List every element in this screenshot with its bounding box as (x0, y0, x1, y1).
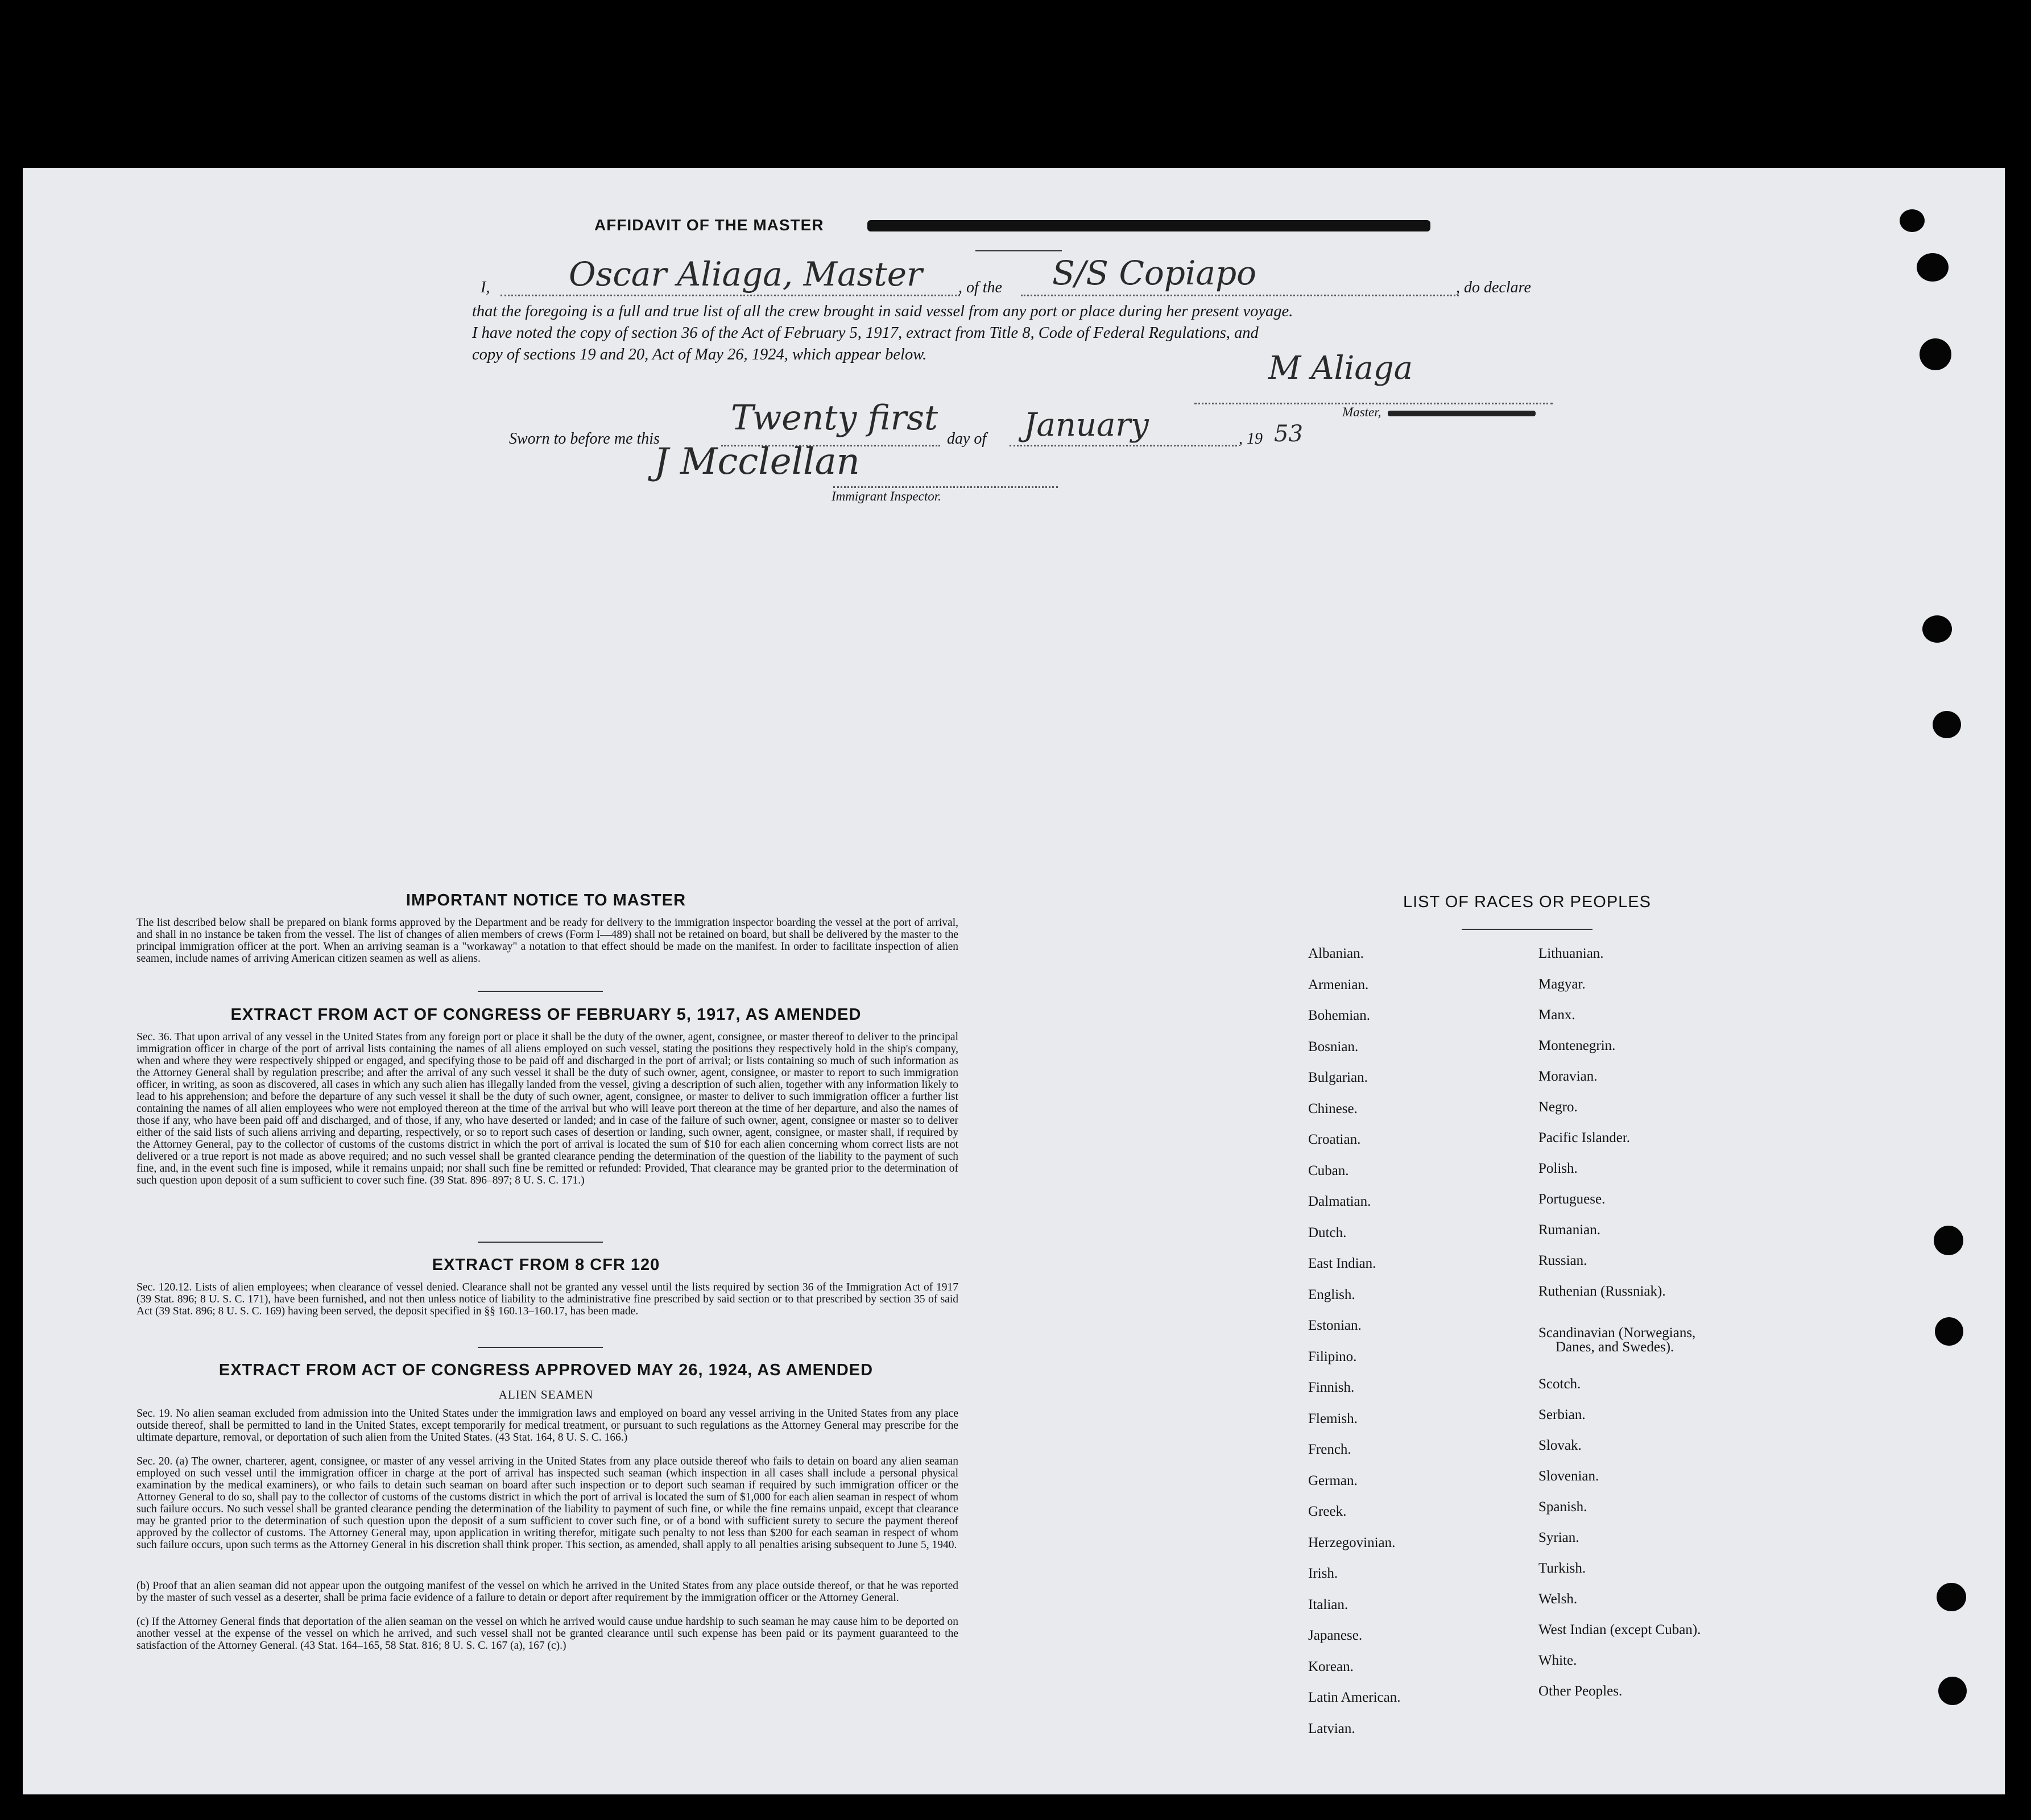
race-item: Other Peoples. (1538, 1684, 1623, 1699)
extract-1924-title: EXTRACT FROM ACT OF CONGRESS APPROVED MAY 26, 1924, AS AMENDED (218, 1361, 874, 1379)
race-item: Latin American. (1308, 1690, 1401, 1705)
punch-hole (1900, 209, 1925, 232)
sworn-text: Sworn to before me this (509, 430, 660, 448)
race-item: Montenegrin. (1538, 1038, 1616, 1053)
notice-title: IMPORTANT NOTICE TO MASTER (406, 891, 686, 909)
punch-hole (1938, 1677, 1967, 1705)
of-the-text: , of the (958, 279, 1002, 296)
day-of-text: day of (947, 430, 987, 448)
race-item: Ruthenian (Russniak). (1538, 1284, 1666, 1299)
year-prefix: , 19 (1239, 430, 1263, 448)
race-item: Cuban. (1308, 1163, 1349, 1178)
race-item: Albanian. (1308, 946, 1364, 961)
race-item: Russian. (1538, 1253, 1587, 1268)
race-item: Rumanian. (1538, 1222, 1601, 1238)
race-item: Slovak. (1538, 1438, 1582, 1453)
race-item: Chinese. (1308, 1101, 1358, 1116)
do-declare-text: , do declare (1456, 279, 1531, 296)
master-label-redaction (1388, 411, 1536, 416)
race-item: Japanese. (1308, 1628, 1363, 1643)
punch-hole (1935, 1317, 1963, 1346)
punch-hole (1933, 711, 1961, 738)
race-item: Danes, and Swedes). (1556, 1339, 1674, 1355)
punch-hole (1934, 1226, 1963, 1255)
sworn-day-field: Twenty first (731, 398, 938, 438)
race-item: Portuguese. (1538, 1192, 1606, 1207)
punch-hole (1917, 253, 1949, 282)
affidavit-line-4: copy of sections 19 and 20, Act of May 26, 1924, which appear below. (472, 346, 927, 363)
sworn-month-field: January (1024, 407, 1149, 444)
master-signature-line (1194, 403, 1553, 404)
affidavit-line-2: that the foregoing is a full and true list of all the crew brought in said vessel from any port or place during her present voyage. (472, 303, 1293, 320)
race-item: Bohemian. (1308, 1008, 1371, 1023)
race-item: Welsh. (1538, 1591, 1578, 1607)
race-item: Moravian. (1538, 1069, 1598, 1084)
race-item: Finnish. (1308, 1380, 1355, 1395)
extract-1924-sec20b: (b) Proof that an alien seaman did not appear upon the outgoing manifest of the vessel on which he arrived in the United States from any place outside thereof, or that he was reported by the master of such vessel as a deserter, shall be prima facie evidence of a failure to detain or deport after requirement by the immigration officer or the Attorney General. (136, 1580, 958, 1604)
race-item: Dutch. (1308, 1225, 1347, 1240)
extract-1924-sec20a: Sec. 20. (a) The owner, charterer, agent, consignee, or master of any vessel arriving in the United States from any place outside thereof who fails to detain on board any alien seaman employed on such vessel until the immigration officer in charge at the port of arrival has inspected such seaman (which inspection in all cases shall include a personal physical examination by the medical examiners), or who fails to detain such seaman on board after such inspection or to deport such seaman if required by such immigration officer or the Attorney General to do so, shall pay to the collector of customs of the customs district in which the port of arrival is located the sum of $1,000 for each alien seaman in respect of whom such failure occurs. No such vessel shall be granted clearance pending the determination of the liability to payment of such fine, or while the fine remains unpaid, except that clearance may be granted prior to the determination of such question upon the deposit of a sum sufficient to cover such fine, or of a bond with sufficient surety to secure the payment thereof approved by the collector of customs. The Attorney General may, upon application in writing therefor, mitigate such penalty to not less than $200 for each seaman in respect of whom such failure occurs, upon such terms as the Attorney General in his discretion shall think proper. This section, as amended, shall apply to all penalties arising subsequent to June 5, 1940. (136, 1455, 958, 1551)
race-item: Armenian. (1308, 977, 1369, 992)
race-item: Croatian. (1308, 1132, 1361, 1147)
race-item: Negro. (1538, 1099, 1578, 1115)
divider (478, 991, 603, 992)
race-item: Spanish. (1538, 1499, 1587, 1515)
race-item: Turkish. (1538, 1561, 1586, 1576)
race-item: Manx. (1538, 1007, 1575, 1023)
master-signature: M Aliaga (1268, 350, 1413, 387)
race-item: Dalmatian. (1308, 1194, 1371, 1209)
race-item: Herzegovinian. (1308, 1534, 1396, 1550)
races-title: LIST OF RACES OR PEOPLES (1403, 893, 1652, 911)
divider (975, 250, 1062, 251)
race-item: White. (1538, 1653, 1577, 1668)
race-item: Pacific Islander. (1538, 1130, 1631, 1145)
race-item: East Indian. (1308, 1256, 1376, 1271)
extract-1924-sec20c: (c) If the Attorney General finds that deportation of the alien seaman on the vessel on which he arrived would cause undue hardship to such seaman he may cause him to be deported on another vessel at the expense of the vessel on which he arrived, and such vessel shall not be granted clearance until such expense has been paid or its payment guaranteed to the satisfaction of the Attorney General. (43 Stat. 164–165, 58 Stat. 816; 8 U. S. C. 167 (a), 167 (c).) (136, 1616, 958, 1652)
inspector-signature-line (833, 486, 1058, 488)
master-label: Master, (1342, 405, 1381, 419)
race-item: Flemish. (1308, 1410, 1358, 1426)
race-item: Scotch. (1538, 1376, 1581, 1392)
divider (478, 1242, 603, 1243)
race-item: English. (1308, 1287, 1355, 1302)
extract-1924-subtitle: ALIEN SEAMEN (498, 1388, 594, 1401)
punch-hole (1937, 1583, 1966, 1611)
race-item: Estonian. (1308, 1318, 1362, 1333)
affidavit-title: AFFIDAVIT OF THE MASTER (594, 216, 824, 234)
race-item: Serbian. (1538, 1407, 1586, 1422)
punch-hole (1922, 615, 1952, 643)
race-item: West Indian (except Cuban). (1538, 1622, 1701, 1637)
race-item: Italian. (1308, 1596, 1349, 1612)
year-suffix: 53 (1274, 421, 1303, 447)
race-item: Filipino. (1308, 1349, 1357, 1364)
affidavit-line-3: I have noted the copy of section 36 of the Act of February 5, 1917, extract from Title 8, Code of Federal Regulations, and (472, 324, 1259, 342)
race-item: Greek. (1308, 1504, 1347, 1519)
inspector-signature: J Mcclellan (654, 441, 860, 483)
vessel-line (1021, 295, 1459, 296)
race-item: Polish. (1538, 1161, 1578, 1176)
divider (1462, 929, 1592, 930)
divider (478, 1347, 603, 1348)
race-item: Korean. (1308, 1658, 1354, 1674)
race-item: French. (1308, 1442, 1351, 1457)
sworn-month-line (1010, 445, 1237, 446)
race-item: Bosnian. (1308, 1039, 1359, 1054)
race-item: Irish. (1308, 1566, 1338, 1581)
extract-cfr-body: Sec. 120.12. Lists of alien employees; when clearance of vessel denied. Clearance shall not be granted any vessel until the lists required by section 36 of the Immigration Act of 1917 (39 Stat. 896; 8 U. S. C. 171), have been furnished, and not then unless notice of liability to the administrative fine prescribed by said section or to that prescribed by section 35 of said Act (39 Stat. 896; 8 U. S. C. 169) having been served, the deposit specified in §§ 160.13–160.17, has been made. (136, 1281, 958, 1317)
race-item: Scandinavian (Norwegians, (1538, 1325, 1696, 1341)
affidavit-lead: I, (481, 279, 490, 296)
extract-1917-title: EXTRACT FROM ACT OF CONGRESS OF FEBRUARY 5, 1917, AS AMENDED (230, 1006, 862, 1024)
race-item: Bulgarian. (1308, 1070, 1368, 1085)
race-item: Latvian. (1308, 1720, 1355, 1736)
extract-1924-sec19: Sec. 19. No alien seaman excluded from admission into the United States under the immigration laws and employed on board any vessel arriving in the United States from any place outside thereof, shall be permitted to land in the United States, except temporarily for medical treatment, or pursuant to such regulations as the Attorney General may prescribe for the ultimate departure, removal, or deportation of such alien from the United States. (43 Stat. 164, 8 U. S. C. 166.) (136, 1408, 958, 1443)
punch-hole (1920, 338, 1951, 370)
vessel-name-field: S/S Copiapo (1052, 254, 1257, 292)
race-item: Syrian. (1538, 1530, 1579, 1545)
redaction-bar (867, 220, 1430, 231)
race-item: Lithuanian. (1538, 946, 1604, 961)
race-item: Magyar. (1538, 977, 1586, 992)
extract-1917-body: Sec. 36. That upon arrival of any vessel in the United States from any foreign port or place it shall be the duty of the owner, agent, consignee, or master thereof to deliver to the principal immigration officer in charge of the port of arrival lists containing the names of all aliens employed on such vessel, stating the positions they respectively hold in the ship's company, when and where they were respectively shipped or engaged, and specifying those to be paid off and discharged in the port of arrival; or lists containing so much of such information as the Attorney General shall by regulation prescribe; and after the arrival of any such vessel it shall be the duty of such owner, agent, consignee, or master to report to such immigration officer, in writing, as soon as discovered, all cases in which any such alien has illegally landed from the vessel, giving a description of such alien, together with any information likely to lead to his apprehension; and before the departure of any such vessel it shall be the duty of such owner, agent, consignee, or master to deliver to such immigration officer a further list containing the names of all alien employees who were not employed thereon at the time of the arrival but who will leave port thereon at the time of her departure, and also the names of those if any, who have been paid off and discharged, and of those, if any, who have deserted or landed; and in case of the failure of such owner, agent, consignee or master so to deliver either of the said lists of such aliens arriving and departing, respectively, or so to report such cases of desertion or landing, such owner, agent, consignee, or master shall, if required by the Attorney General, pay to the collector of customs of the customs district in which the port of arrival is located the sum of $10 for each alien concerning whom correct lists are not delivered or a true report is not made as above required; and no such vessel shall be granted clearance pending the determination of the question of the liability to the payment of such fine, and, in the event such fine is imposed, while it remains unpaid; nor shall such fine be remitted or refunded: Provided, That clearance may be granted prior to the determination of such question upon deposit of a sum sufficient to cover such fine. (39 Stat. 896–897; 8 U. S. C. 171.) (136, 1031, 958, 1186)
master-name-field: Oscar Aliaga, Master (569, 255, 923, 293)
race-item: German. (1308, 1472, 1358, 1488)
race-item: Slovenian. (1538, 1469, 1599, 1484)
master-name-line (500, 295, 960, 296)
inspector-label: Immigrant Inspector. (832, 489, 941, 503)
notice-body: The list described below shall be prepared on blank forms approved by the Department and be ready for delivery to the immigration inspector boarding the vessel at the port of arrival, and shall in no instance be taken from the vessel. The list of changes of alien members of crews (Form I—489) shall not be retained on board, but shall be delivered by the master to the principal immigration officer at the port. When an arriving seaman is a "workaway" a notation to that effect should be made on the manifest. In order to facilitate inspection of alien seamen, include names of arriving American citizen seamen as well as aliens. (136, 917, 958, 965)
extract-cfr-title: EXTRACT FROM 8 CFR 120 (432, 1256, 660, 1274)
